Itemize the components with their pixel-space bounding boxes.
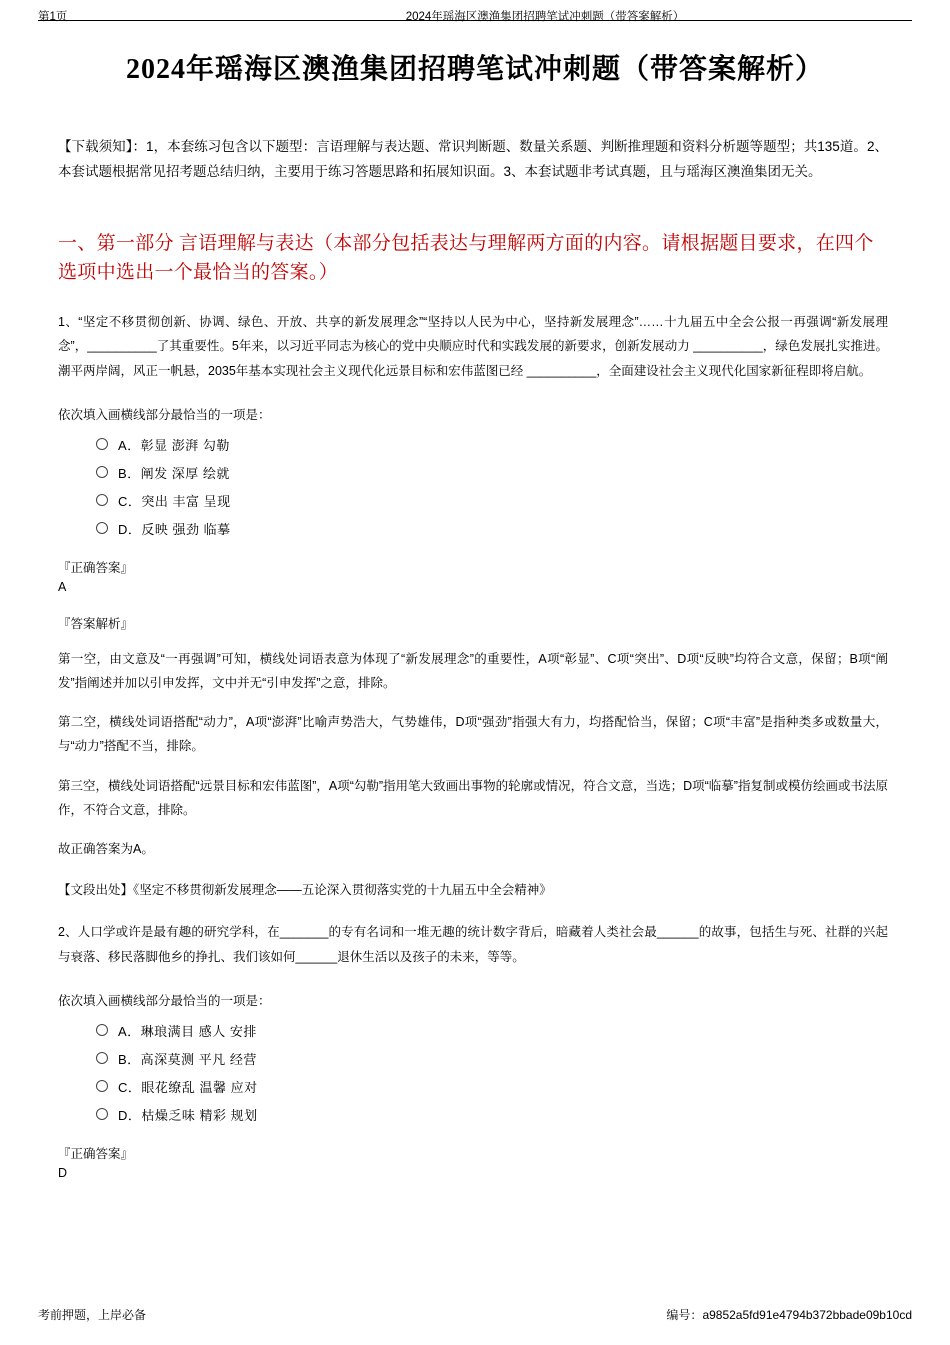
footer-serial-label: 编号： (666, 1308, 703, 1322)
option-key: C． (118, 1079, 142, 1095)
radio-icon[interactable] (96, 438, 108, 450)
option-list (58, 1021, 888, 1124)
option-key: A． (118, 437, 141, 453)
download-notice: 【下载须知】：1，本套练习包含以下题型：言语理解与表达题、常识判断题、数量关系题、判断推理题和资料分析题等题型；共135道。2、本套试题根据常见招考题总结归纳，主要用于练习答题思路和拓展知识面。3、本套试题非考试真题，且与瑶海区澳渔集团无关。 (58, 139, 888, 179)
header-running-title: 2024年瑶海区澳渔集团招聘笔试冲刺题（带答案解析） (405, 11, 685, 23)
option-d[interactable] (96, 519, 888, 538)
option-key: D． (118, 1107, 142, 1123)
analysis-paragraph: 第三空，横线处词语搭配“远景目标和宏伟蓝图”，A项“勾勒”指用笔大致画出事物的轮廓或情况，符合文意，当选；D项“临摹”指复制或模仿绘画或书法原作，不符合文意，排除。 (58, 778, 888, 817)
option-text: 阐发 深厚 绘就 (140, 465, 230, 481)
page-footer (0, 1306, 950, 1323)
option-key: B． (118, 1051, 141, 1067)
option-d[interactable] (96, 1105, 888, 1124)
radio-icon[interactable] (96, 1080, 108, 1092)
option-text: 突出 丰富 呈现 (141, 493, 231, 509)
option-b[interactable] (96, 463, 888, 482)
question-stem: 1、“坚定不移贯彻创新、协调、绿色、开放、共享的新发展理念”“坚持以人民为中心，坚持新发展理念”……十九届五中全会公报一再强调“新发展理念”，__________了其重要性。5年来，以习近平同志为核心的党中央顺应时代和实践发展的新要求，创新发展动力 __________，绿色发展扎实推进。潮平两岸阔，风正一帆悬，2035年基本实现社会主义现代化远景目标和宏伟蓝图已经 __________，全面建设社会主义现代化国家新征程即将启航。 (58, 314, 888, 378)
option-c[interactable] (96, 491, 888, 510)
option-text: 枯燥乏味 精彩 规划 (141, 1107, 258, 1123)
source-label: 【文段出处】 (58, 883, 134, 898)
option-b[interactable] (96, 1049, 888, 1068)
question-block (58, 920, 888, 1180)
option-key: D． (118, 521, 142, 537)
option-list (58, 435, 888, 538)
answer-value: A (58, 579, 67, 594)
source-line (58, 880, 888, 898)
question-block (58, 310, 888, 898)
question-prompt: 依次填入画横线部分最恰当的一项是： (58, 993, 271, 1008)
option-key: C． (118, 493, 142, 509)
radio-icon[interactable] (96, 494, 108, 506)
header-page-label: 第1页 (38, 11, 68, 23)
option-text: 琳琅满目 感人 安排 (140, 1023, 257, 1039)
option-c[interactable] (96, 1077, 888, 1096)
radio-icon[interactable] (96, 1052, 108, 1064)
analysis-label: 『答案解析』 (58, 616, 134, 631)
question-stem: 2、人口学或许是最有趣的研究学科，在_______的专有名词和一堆无趣的统计数字背后，暗藏着人类社会最______的故事，包括生与死、社群的兴起与衰落、移民落脚他乡的挣扎、我们该如何______退休生活以及孩子的未来，等等。 (58, 925, 888, 964)
radio-icon[interactable] (96, 1108, 108, 1120)
analysis-paragraph: 第一空，由文意及“一再强调”可知，横线处词语表意为体现了“新发展理念”的重要性，A项“彰显”、C项“突出”、D项“反映”均符合文意，保留；B项“阐发”指阐述并加以引申发挥，文中并无“引申发挥”之意，排除。 (58, 651, 888, 690)
option-text: 彰显 澎湃 勾勒 (140, 437, 230, 453)
option-key: A． (118, 1023, 141, 1039)
page-header (0, 0, 950, 23)
answer-value: D (58, 1165, 68, 1180)
radio-icon[interactable] (96, 522, 108, 534)
option-key: B． (118, 465, 141, 481)
question-prompt: 依次填入画横线部分最恰当的一项是： (58, 407, 271, 422)
source-value: 《坚定不移贯彻新发展理念——五论深入贯彻落实党的十九届五中全会精神》 (133, 883, 552, 898)
document-content (0, 135, 950, 1180)
answer-label: 『正确答案』 (58, 1146, 134, 1161)
analysis-conclusion: 故正确答案为A。 (58, 842, 154, 857)
option-text: 高深莫测 平凡 经营 (140, 1051, 257, 1067)
footer-serial-value: a9852a5fd91e4794b372bbade09b10cd (702, 1308, 912, 1322)
radio-icon[interactable] (96, 466, 108, 478)
option-text: 反映 强劲 临摹 (141, 521, 231, 537)
radio-icon[interactable] (96, 1024, 108, 1036)
option-a[interactable] (96, 1021, 888, 1040)
answer-label: 『正确答案』 (58, 560, 134, 575)
option-a[interactable] (96, 435, 888, 454)
analysis-paragraph: 第二空，横线处词语搭配“动力”，A项“澎湃”比喻声势浩大，气势雄伟，D项“强劲”指强大有力，均搭配恰当，保留；C项“丰富”是指种类多或数量大，与“动力”搭配不当，排除。 (58, 715, 888, 754)
footer-slogan: 考前押题，上岸必备 (38, 1308, 147, 1322)
page-title: 2024年瑶海区澳渔集团招聘笔试冲刺题（带答案解析） (125, 54, 824, 85)
option-text: 眼花缭乱 温馨 应对 (141, 1079, 258, 1095)
section-heading-part-one: 一、第一部分 言语理解与表达（本部分包括表达与理解两方面的内容。请根据题目要求，在四个选项中选出一个最恰当的答案。） (58, 232, 874, 284)
footer-serial (666, 1306, 912, 1323)
